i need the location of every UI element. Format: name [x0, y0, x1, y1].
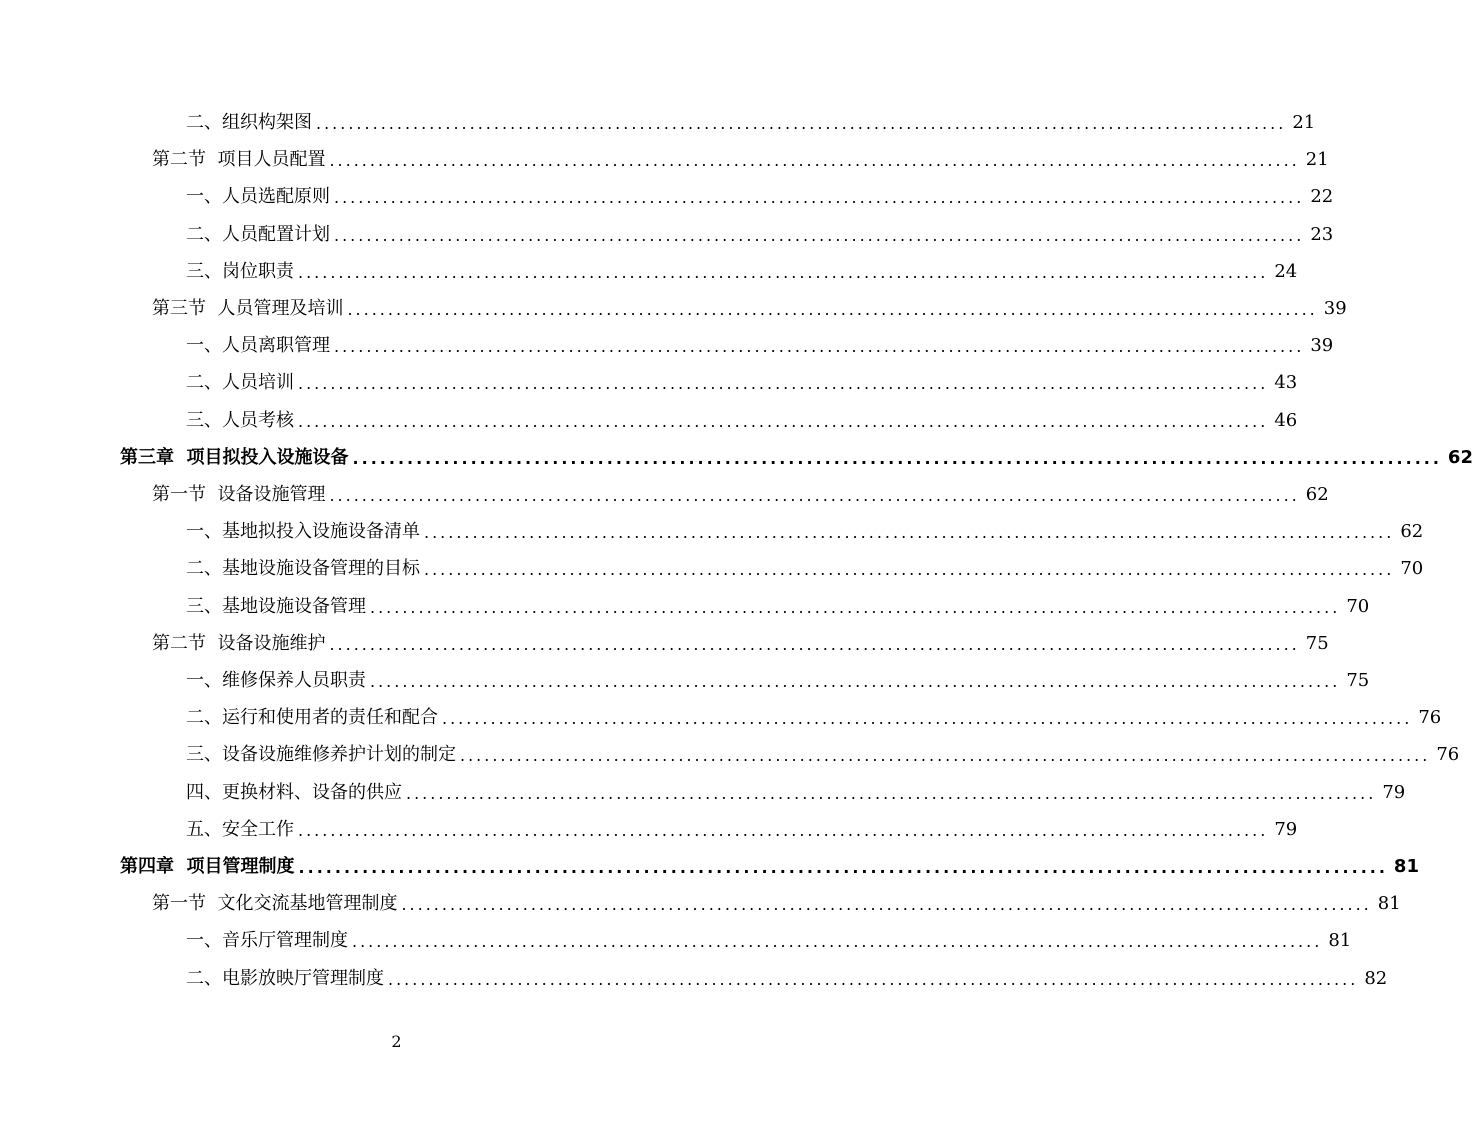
toc-entry-title: 四、更换材料、设备的供应 [186, 781, 402, 803]
toc-entry-page: 39 [1323, 298, 1347, 319]
toc-entry-title: 一、音乐厅管理制度 [186, 930, 348, 952]
toc-entry-page: 76 [1418, 707, 1442, 729]
page-number: 2 [391, 1032, 402, 1051]
toc-entry-title: 二、人员配置计划 [186, 223, 330, 245]
toc-subsection-entry [120, 550, 1424, 580]
toc-leader-dots: ........................................................................................................................ [460, 746, 1431, 766]
toc-entry-page: 76 [1436, 744, 1460, 766]
toc-subsection-entry [120, 699, 1442, 729]
toc-entry-title: 一、人员离职管理 [186, 335, 330, 357]
toc-entry-page: 22 [1310, 186, 1334, 208]
toc-subsection-entry [120, 402, 1298, 432]
toc-entry-page: 21 [1292, 112, 1316, 133]
toc-section-entry [120, 885, 1401, 915]
toc-leader-dots: ........................................................................................................................ [370, 672, 1341, 691]
toc-entry-title: 第四章 项目管理制度 [120, 856, 295, 877]
toc-leader-dots: ........................................................................................................................ [298, 820, 1269, 840]
toc-entry-page: 82 [1364, 967, 1388, 989]
toc-entry-title: 二、组织构架图 [186, 112, 312, 133]
toc-entry-title: 第一节 设备设施管理 [152, 484, 326, 505]
toc-entry-title: 二、电影放映厅管理制度 [186, 967, 384, 989]
toc-subsection-entry [120, 811, 1298, 841]
toc-subsection-entry [120, 588, 1370, 618]
toc-entry-page: 81 [1328, 930, 1352, 952]
toc-entry-title: 三、设备设施维修养护计划的制定 [186, 744, 456, 766]
toc-leader-dots: ........................................................................................................................ [334, 188, 1305, 208]
toc-section-entry [120, 141, 1329, 171]
toc-entry-page: 62 [1447, 446, 1473, 468]
toc-leader-dots: ........................................................................................................................ [424, 523, 1395, 543]
toc-leader-dots: ........................................................................................................................ [329, 151, 1300, 171]
toc-subsection-entry [120, 364, 1298, 394]
toc-leader-dots: ........................................................................................................................ [329, 634, 1300, 654]
toc-entry-title: 二、运行和使用者的责任和配合 [186, 707, 438, 729]
toc-leader-dots: ........................................................................................................................ [352, 932, 1323, 952]
toc-entry-page: 39 [1310, 335, 1334, 357]
toc-entry-page: 81 [1377, 893, 1401, 915]
toc-section-entry [120, 476, 1329, 506]
toc-leader-dots: ........................................................................................................................ [316, 114, 1287, 133]
toc-entry-title: 第三节 人员管理及培训 [152, 298, 344, 319]
toc-chapter-entry [120, 848, 1419, 878]
toc-subsection-entry [120, 922, 1352, 952]
toc-leader-dots: ........................................................................................................................ [424, 560, 1395, 580]
toc-entry-page: 62 [1305, 484, 1329, 505]
toc-entry-page: 79 [1382, 781, 1406, 803]
toc-entry-page: 23 [1310, 223, 1334, 245]
toc-entry-title: 三、岗位职责 [186, 260, 294, 282]
toc-entry-page: 79 [1274, 818, 1298, 840]
toc-leader-dots: ........................................................................................................................ [298, 374, 1269, 394]
toc-leader-dots: ........................................................................................................................ [401, 895, 1372, 915]
toc-entry-page: 75 [1305, 632, 1329, 654]
toc-entry-page: 75 [1346, 670, 1370, 691]
toc-entry-page: 43 [1274, 372, 1298, 394]
toc-subsection-entry [120, 104, 1316, 134]
toc-entry-page: 70 [1346, 595, 1370, 617]
toc-leader-dots: ........................................................................................................................ [406, 783, 1377, 803]
toc-section-entry [120, 290, 1347, 320]
toc-leader-dots: ........................................................................................................................ [442, 709, 1413, 729]
toc-subsection-entry [120, 327, 1334, 357]
toc-leader-dots: ........................................................................................................................ [370, 597, 1341, 617]
toc-entry-page: 81 [1393, 856, 1419, 877]
toc-entry-page: 21 [1305, 149, 1329, 171]
toc-entry-page: 46 [1274, 409, 1298, 431]
toc-leader-dots: ........................................................................................................................ [334, 337, 1305, 357]
toc-subsection-entry [120, 178, 1334, 208]
toc-leader-dots: ........................................................................................................................ [298, 262, 1269, 282]
toc-entry-title: 二、人员培训 [186, 372, 294, 394]
toc-entry-title: 五、安全工作 [186, 818, 294, 840]
toc-subsection-entry [120, 736, 1460, 766]
toc-entry-title: 一、基地拟投入设施设备清单 [186, 521, 420, 543]
toc-subsection-entry [120, 960, 1388, 990]
toc-leader-dots: ........................................................................................................................ [352, 448, 1442, 468]
toc-subsection-entry [120, 774, 1406, 804]
toc-subsection-entry [120, 662, 1370, 692]
toc-chapter-entry [120, 439, 1473, 469]
toc-leader-dots: ........................................................................................................................ [347, 300, 1318, 319]
toc-leader-dots: ........................................................................................................................ [298, 411, 1269, 431]
toc-entry-title: 第一节 文化交流基地管理制度 [152, 893, 398, 915]
toc-subsection-entry [120, 253, 1298, 283]
toc-subsection-entry [120, 513, 1424, 543]
toc-entry-title: 一、人员选配原则 [186, 186, 330, 208]
toc-entry-page: 24 [1274, 260, 1298, 282]
toc-entry-title: 三、基地设施设备管理 [186, 595, 366, 617]
toc-entry-page: 70 [1400, 558, 1424, 580]
toc-entry-title: 第二节 设备设施维护 [152, 632, 326, 654]
toc-entry-title: 二、基地设施设备管理的目标 [186, 558, 420, 580]
toc-entry-title: 三、人员考核 [186, 409, 294, 431]
toc-entry-title: 第二节 项目人员配置 [152, 149, 326, 171]
toc-section-entry [120, 625, 1329, 655]
toc-entry-title: 一、维修保养人员职责 [186, 670, 366, 691]
toc-leader-dots: ........................................................................................................................ [388, 969, 1359, 989]
toc-entry-page: 62 [1400, 521, 1424, 543]
toc-leader-dots: ........................................................................................................................ [334, 225, 1305, 245]
toc-leader-dots: ........................................................................................................................ [329, 486, 1300, 505]
toc-leader-dots: ........................................................................................................................ [298, 858, 1388, 877]
toc-entry-title: 第三章 项目拟投入设施设备 [120, 446, 349, 468]
toc-subsection-entry [120, 216, 1334, 246]
